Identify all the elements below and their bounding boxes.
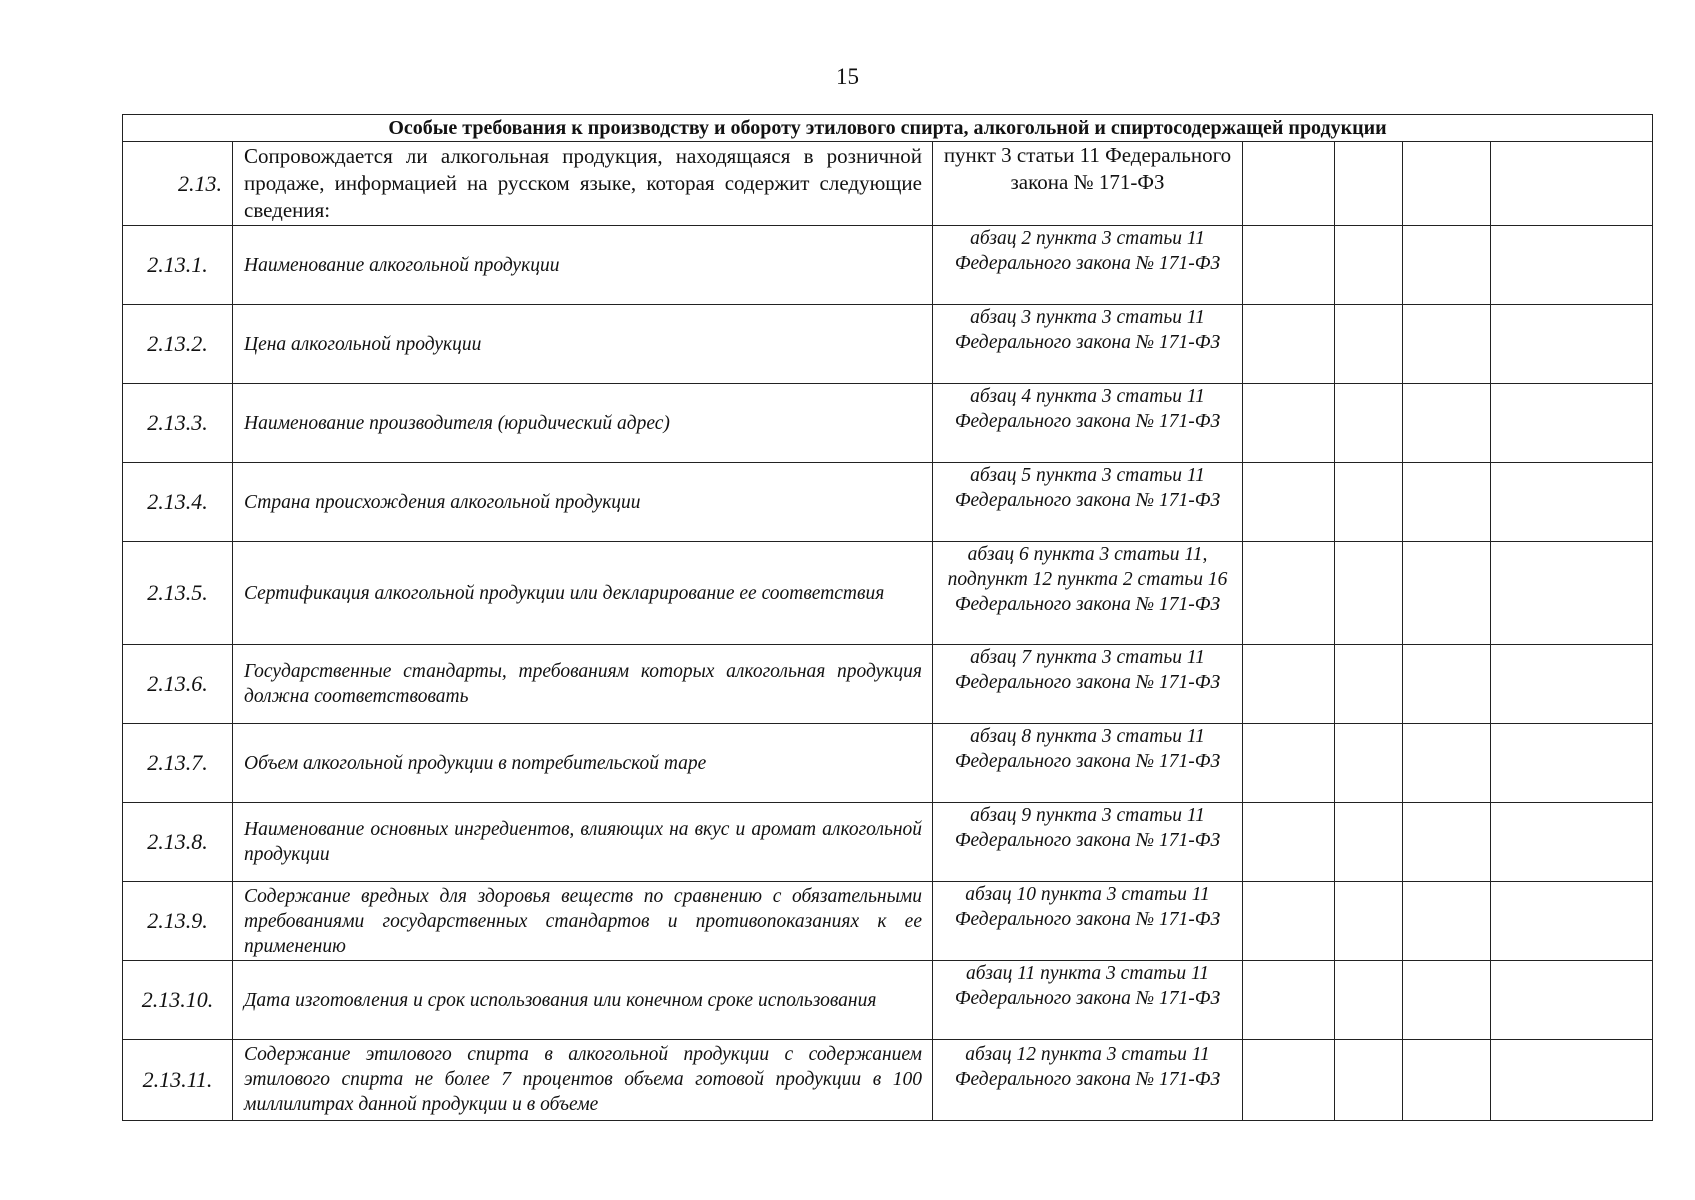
item-question: Цена алкогольной продукции [233, 305, 933, 384]
notes-cell[interactable] [1491, 961, 1653, 1040]
answer-cell-no[interactable] [1335, 226, 1403, 305]
answer-cell-na[interactable] [1403, 384, 1491, 463]
item-reference: пункт 3 статьи 11 Федерального закона № 171-ФЗ [933, 142, 1243, 226]
notes-cell[interactable] [1491, 542, 1653, 645]
item-number: 2.13.1. [123, 226, 233, 305]
answer-cell-na[interactable] [1403, 961, 1491, 1040]
item-reference: абзац 12 пункта 3 статьи 11 Федерального закона № 171-ФЗ [933, 1040, 1243, 1121]
answer-cell-na[interactable] [1403, 1040, 1491, 1121]
answer-cell-yes[interactable] [1243, 542, 1335, 645]
answer-cell-na[interactable] [1403, 645, 1491, 724]
answer-cell-na[interactable] [1403, 803, 1491, 882]
item-reference: абзац 6 пункта 3 статьи 11, подпункт 12 пункта 2 статьи 16 Федерального закона № 171-ФЗ [933, 542, 1243, 645]
item-reference: абзац 9 пункта 3 статьи 11 Федерального закона № 171-ФЗ [933, 803, 1243, 882]
notes-cell[interactable] [1491, 1040, 1653, 1121]
item-reference: абзац 3 пункта 3 статьи 11 Федерального закона № 171-ФЗ [933, 305, 1243, 384]
answer-cell-yes[interactable] [1243, 645, 1335, 724]
table-row [123, 384, 1653, 463]
notes-cell[interactable] [1491, 305, 1653, 384]
answer-cell-yes[interactable] [1243, 226, 1335, 305]
answer-cell-na[interactable] [1403, 305, 1491, 384]
item-question: Страна происхождения алкогольной продукции [233, 463, 933, 542]
table-row [123, 305, 1653, 384]
answer-cell-no[interactable] [1335, 961, 1403, 1040]
answer-cell-yes[interactable] [1243, 1040, 1335, 1121]
item-question: Объем алкогольной продукции в потребительской таре [233, 724, 933, 803]
notes-cell[interactable] [1491, 226, 1653, 305]
table-row [123, 645, 1653, 724]
section-header-row [123, 115, 1653, 142]
answer-cell-na[interactable] [1403, 724, 1491, 803]
item-reference: абзац 4 пункта 3 статьи 11 Федерального закона № 171-ФЗ [933, 384, 1243, 463]
answer-cell-na[interactable] [1403, 463, 1491, 542]
item-question: Содержание этилового спирта в алкогольной продукции с содержанием этилового спирта не более 7 процентов объема готовой продукции в 100 миллилитрах данной продукции и в объеме [233, 1040, 933, 1121]
notes-cell[interactable] [1491, 724, 1653, 803]
answer-cell-yes[interactable] [1243, 384, 1335, 463]
table-row [123, 142, 1653, 226]
item-number: 2.13.8. [123, 803, 233, 882]
notes-cell[interactable] [1491, 384, 1653, 463]
answer-cell-no[interactable] [1335, 542, 1403, 645]
answer-cell-na[interactable] [1403, 226, 1491, 305]
answer-cell-no[interactable] [1335, 142, 1403, 226]
item-question: Содержание вредных для здоровья веществ по сравнению с обязательными требованиями государственных стандартов и противопоказаниях к ее применению [233, 882, 933, 961]
notes-cell[interactable] [1491, 142, 1653, 226]
item-number: 2.13.5. [123, 542, 233, 645]
item-question: Наименование производителя (юридический адрес) [233, 384, 933, 463]
answer-cell-yes[interactable] [1243, 305, 1335, 384]
table-row [123, 542, 1653, 645]
table-row [123, 803, 1653, 882]
table-row [123, 961, 1653, 1040]
answer-cell-na[interactable] [1403, 542, 1491, 645]
item-question: Сопровождается ли алкогольная продукция, находящаяся в розничной продаже, информацией на русском языке, которая содержит следующие сведения: [233, 142, 933, 226]
table-row [123, 1040, 1653, 1121]
item-question: Государственные стандарты, требованиям которых алкогольная продукция должна соответствовать [233, 645, 933, 724]
item-number: 2.13.3. [123, 384, 233, 463]
answer-cell-yes[interactable] [1243, 803, 1335, 882]
item-number: 2.13.10. [123, 961, 233, 1040]
item-reference: абзац 10 пункта 3 статьи 11 Федерального закона № 171-ФЗ [933, 882, 1243, 961]
item-reference: абзац 8 пункта 3 статьи 11 Федерального закона № 171-ФЗ [933, 724, 1243, 803]
answer-cell-no[interactable] [1335, 645, 1403, 724]
answer-cell-na[interactable] [1403, 882, 1491, 961]
item-number: 2.13.4. [123, 463, 233, 542]
notes-cell[interactable] [1491, 463, 1653, 542]
page-number: 15 [836, 64, 859, 89]
item-number: 2.13.11. [123, 1040, 233, 1121]
item-number: 2.13.2. [123, 305, 233, 384]
notes-cell[interactable] [1491, 803, 1653, 882]
table-row [123, 226, 1653, 305]
item-question: Дата изготовления и срок использования или конечном сроке использования [233, 961, 933, 1040]
notes-cell[interactable] [1491, 882, 1653, 961]
item-reference: абзац 2 пункта 3 статьи 11 Федерального закона № 171-ФЗ [933, 226, 1243, 305]
table-row [123, 882, 1653, 961]
answer-cell-no[interactable] [1335, 882, 1403, 961]
item-number: 2.13. [123, 142, 233, 226]
table-row [123, 463, 1653, 542]
answer-cell-no[interactable] [1335, 1040, 1403, 1121]
answer-cell-yes[interactable] [1243, 142, 1335, 226]
answer-cell-yes[interactable] [1243, 724, 1335, 803]
answer-cell-no[interactable] [1335, 724, 1403, 803]
item-number: 2.13.7. [123, 724, 233, 803]
item-reference: абзац 5 пункта 3 статьи 11 Федерального закона № 171-ФЗ [933, 463, 1243, 542]
item-number: 2.13.6. [123, 645, 233, 724]
item-question: Наименование основных ингредиентов, влияющих на вкус и аромат алкогольной продукции [233, 803, 933, 882]
table-row [123, 724, 1653, 803]
item-reference: абзац 11 пункта 3 статьи 11 Федерального закона № 171-ФЗ [933, 961, 1243, 1040]
item-reference: абзац 7 пункта 3 статьи 11 Федерального закона № 171-ФЗ [933, 645, 1243, 724]
answer-cell-no[interactable] [1335, 463, 1403, 542]
answer-cell-na[interactable] [1403, 142, 1491, 226]
answer-cell-yes[interactable] [1243, 882, 1335, 961]
notes-cell[interactable] [1491, 645, 1653, 724]
answer-cell-yes[interactable] [1243, 463, 1335, 542]
item-question: Сертификация алкогольной продукции или декларирование ее соответствия [233, 542, 933, 645]
answer-cell-yes[interactable] [1243, 961, 1335, 1040]
item-question: Наименование алкогольной продукции [233, 226, 933, 305]
answer-cell-no[interactable] [1335, 803, 1403, 882]
section-title: Особые требования к производству и обороту этилового спирта, алкогольной и спиртосодержащей продукции [123, 115, 1653, 142]
answer-cell-no[interactable] [1335, 384, 1403, 463]
requirements-table [122, 114, 1653, 1121]
item-number: 2.13.9. [123, 882, 233, 961]
answer-cell-no[interactable] [1335, 305, 1403, 384]
